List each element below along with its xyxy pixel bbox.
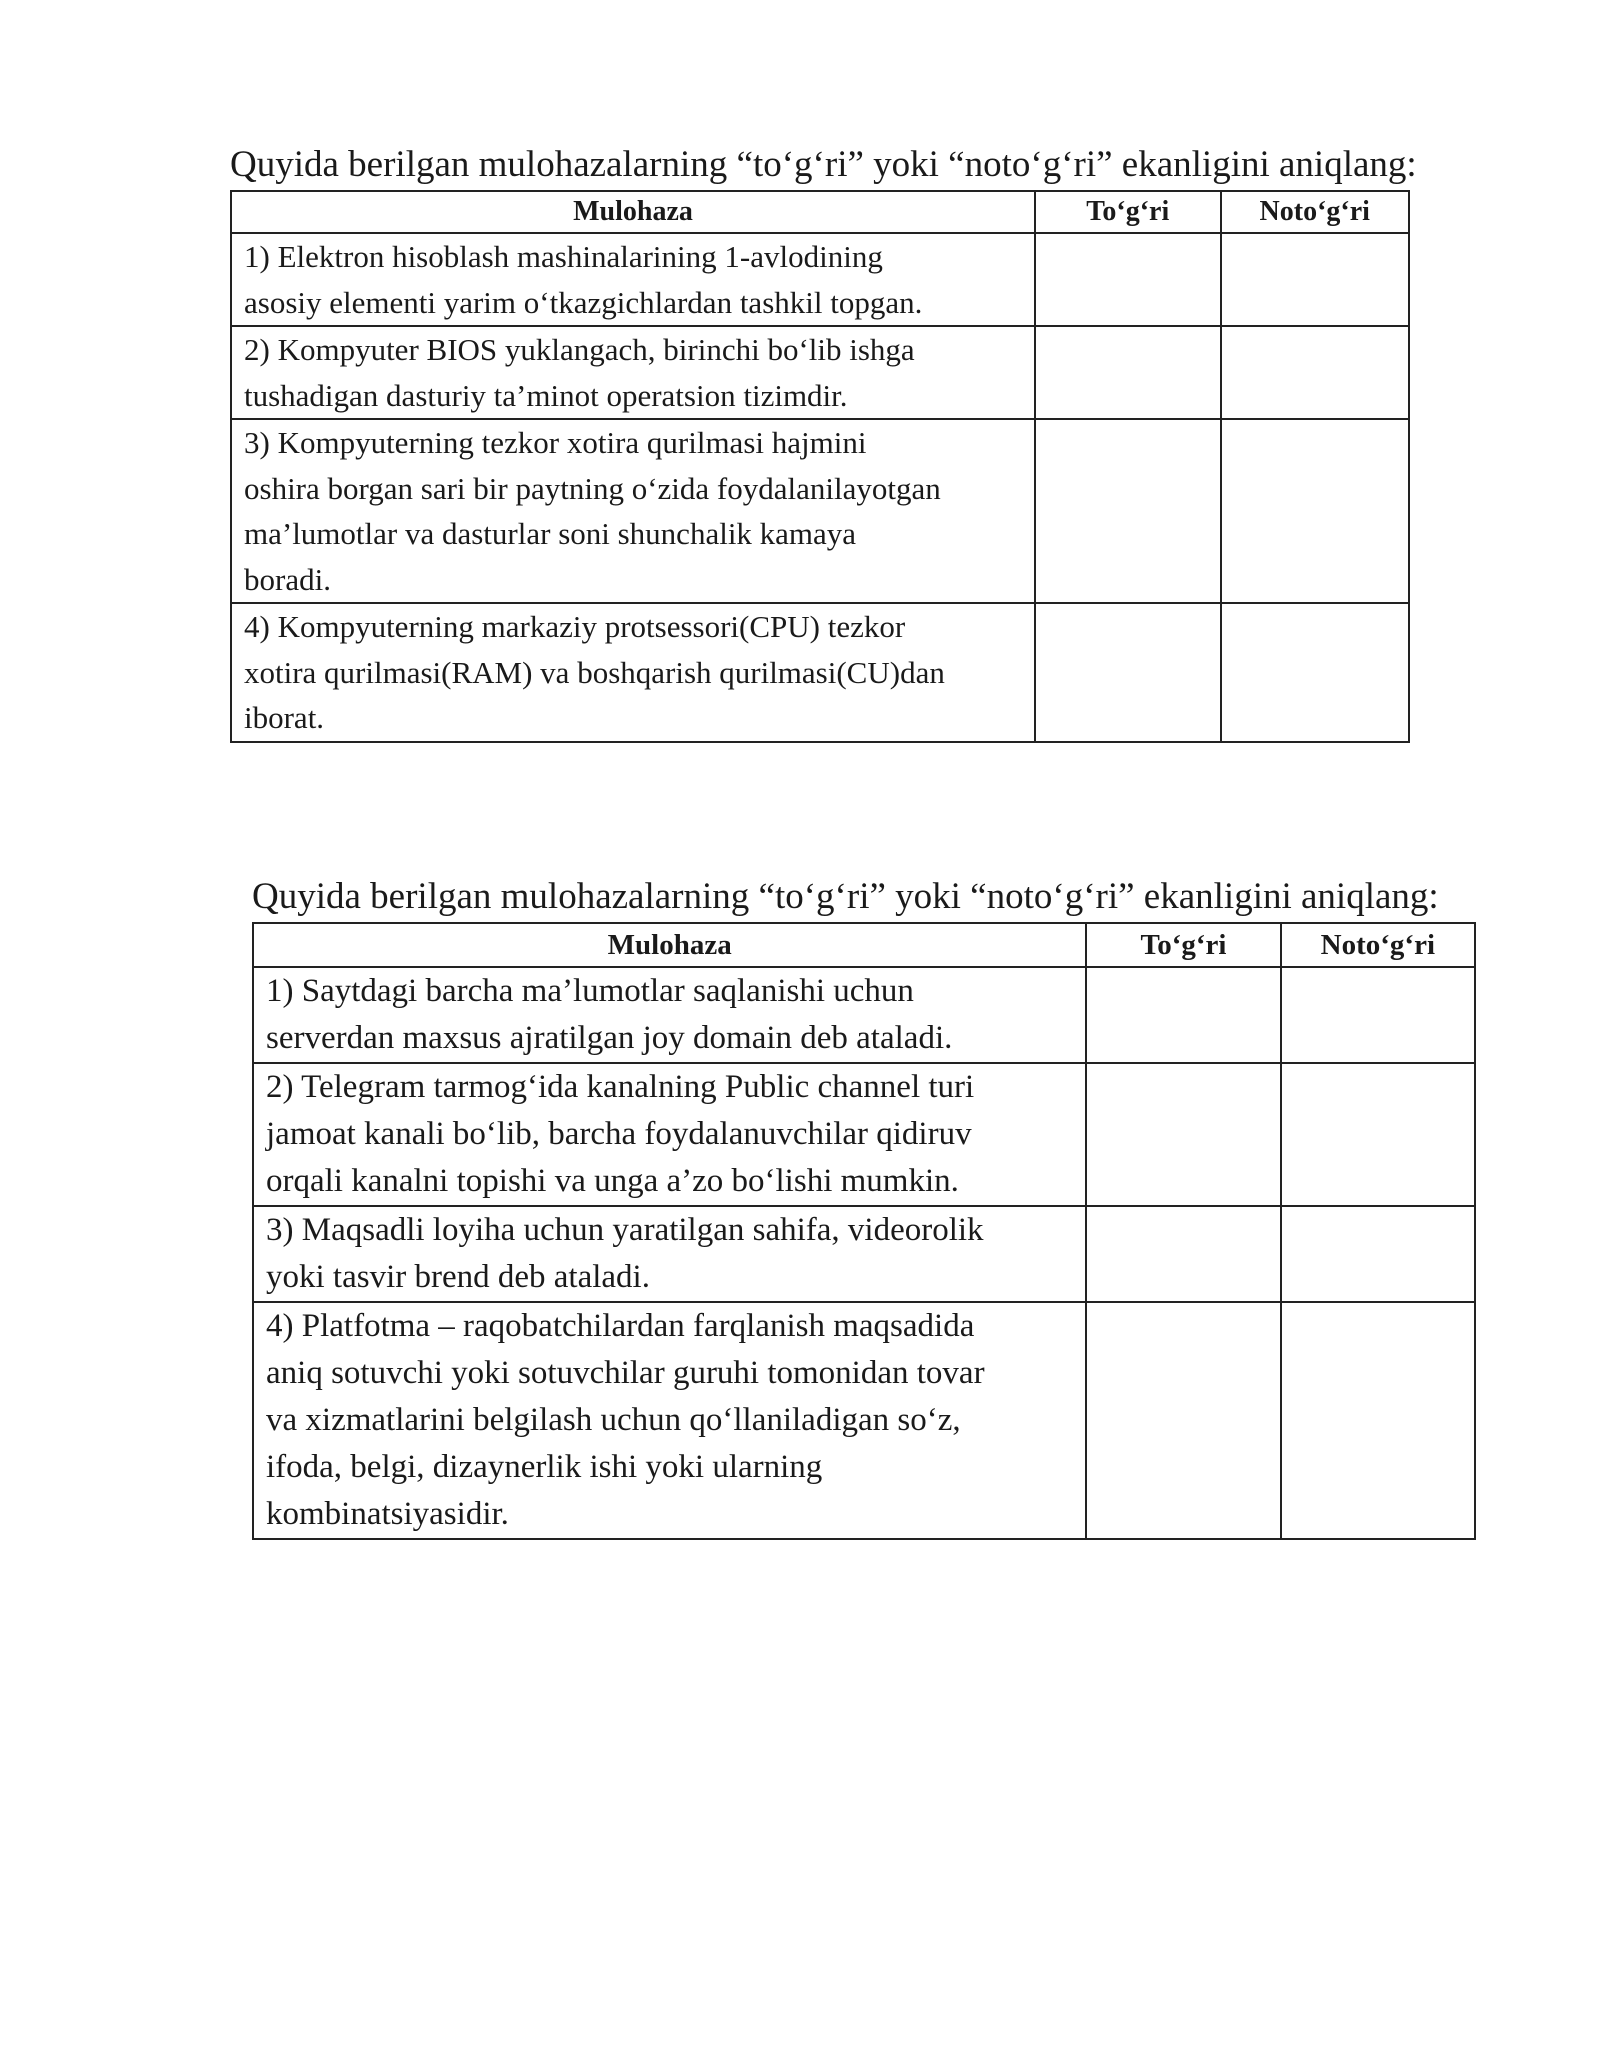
- table-row: [253, 967, 1475, 1063]
- statement-line: 2) Telegram tarmog‘ida kanalning Public channel turi: [266, 1069, 975, 1105]
- table-row: [231, 326, 1409, 419]
- statement-line: aniq sotuvchi yoki sotuvchilar guruhi tomonidan tovar: [266, 1355, 985, 1391]
- statement-line: asosiy elementi yarim o‘tkazgichlardan tashkil topgan.: [244, 284, 923, 320]
- statement-line: 3) Maqsadli loyiha uchun yaratilgan sahifa, videorolik: [266, 1212, 984, 1248]
- statement-cell: [253, 1302, 1086, 1539]
- statement-cell: [231, 603, 1035, 742]
- header-true: To‘g‘ri: [1035, 191, 1220, 233]
- statement-line: tushadigan dasturiy ta’minot operatsion tizimdir.: [244, 377, 848, 413]
- table-row: [253, 1063, 1475, 1206]
- table-row: [253, 1302, 1475, 1539]
- answer-cell-false[interactable]: [1281, 1206, 1475, 1302]
- statement-line: va xizmatlarini belgilash uchun qo‘llaniladigan so‘z,: [266, 1402, 961, 1438]
- statement-line: serverdan maxsus ajratilgan joy domain deb ataladi.: [266, 1020, 953, 1056]
- header-true: To‘g‘ri: [1086, 923, 1280, 967]
- instruction-text: Quyida berilgan mulohazalarning “to‘g‘ri” yoki “noto‘g‘ri” ekanligini aniqlang:: [252, 876, 1439, 917]
- statement-line: ma’lumotlar va dasturlar soni shunchalik kamaya: [244, 516, 857, 551]
- statement-line: oshira borgan sari bir paytning o‘zida foydalanilayotgan: [244, 470, 941, 506]
- answer-cell-false[interactable]: [1221, 419, 1409, 603]
- statement-line: 1) Saytdagi barcha ma’lumotlar saqlanishi uchun: [266, 973, 914, 1009]
- statement-line: yoki tasvir brend deb ataladi.: [266, 1259, 650, 1295]
- statement-cell: [231, 419, 1035, 603]
- table-row: [231, 419, 1409, 603]
- statement-cell: [231, 233, 1035, 326]
- statements-table: [230, 190, 1410, 743]
- statements-table: [252, 922, 1476, 1540]
- statement-cell: [253, 967, 1086, 1063]
- answer-cell-false[interactable]: [1281, 1302, 1475, 1539]
- answer-cell-true[interactable]: [1035, 419, 1220, 603]
- answer-cell-true[interactable]: [1086, 1063, 1280, 1206]
- statement-cell: [253, 1063, 1086, 1206]
- statement-cell: [231, 326, 1035, 419]
- table-row: [253, 1206, 1475, 1302]
- instruction-text: Quyida berilgan mulohazalarning “to‘g‘ri” yoki “noto‘g‘ri” ekanligini aniqlang:: [230, 144, 1417, 185]
- answer-cell-false[interactable]: [1281, 1063, 1475, 1206]
- statement-line: 1) Elektron hisoblash mashinalarining 1-avlodining: [244, 239, 883, 274]
- answer-cell-false[interactable]: [1281, 967, 1475, 1063]
- table-body: [231, 233, 1409, 742]
- table-row: [231, 233, 1409, 326]
- table-header-row: [231, 191, 1409, 233]
- statement-line: xotira qurilmasi(RAM) va boshqarish qurilmasi(CU)dan: [244, 654, 945, 690]
- answer-cell-true[interactable]: [1086, 967, 1280, 1063]
- statement-line: ifoda, belgi, dizaynerlik ishi yoki ularning: [266, 1449, 823, 1485]
- answer-cell-false[interactable]: [1221, 603, 1409, 742]
- statement-line: 2) Kompyuter BIOS yuklangach, birinchi bo‘lib ishga: [244, 332, 915, 367]
- header-false: Noto‘g‘ri: [1281, 923, 1475, 967]
- statement-line: kombinatsiyasidir.: [266, 1496, 509, 1532]
- header-statement: Mulohaza: [231, 191, 1035, 233]
- statement-line: orqali kanalni topishi va unga a’zo bo‘lishi mumkin.: [266, 1163, 959, 1199]
- answer-cell-true[interactable]: [1035, 326, 1220, 419]
- statement-line: 4) Kompyuterning markaziy protsessori(CPU) tezkor: [244, 609, 906, 644]
- header-statement: Mulohaza: [253, 923, 1086, 967]
- statement-line: 4) Platfotma – raqobatchilardan farqlanish maqsadida: [266, 1308, 975, 1344]
- answer-cell-true[interactable]: [1086, 1206, 1280, 1302]
- statement-line: boradi.: [244, 561, 331, 597]
- answer-cell-false[interactable]: [1221, 326, 1409, 419]
- answer-cell-true[interactable]: [1035, 233, 1220, 326]
- statement-cell: [253, 1206, 1086, 1302]
- statement-line: 3) Kompyuterning tezkor xotira qurilmasi hajmini: [244, 425, 867, 460]
- table-body: [253, 967, 1475, 1539]
- statement-line: iborat.: [244, 700, 325, 735]
- exercise-2: [252, 874, 1476, 1540]
- exercise-1: [230, 142, 1417, 743]
- header-false: Noto‘g‘ri: [1221, 191, 1409, 233]
- statement-line: jamoat kanali bo‘lib, barcha foydalanuvchilar qidiruv: [266, 1116, 972, 1152]
- answer-cell-false[interactable]: [1221, 233, 1409, 326]
- answer-cell-true[interactable]: [1035, 603, 1220, 742]
- table-row: [231, 603, 1409, 742]
- answer-cell-true[interactable]: [1086, 1302, 1280, 1539]
- table-header-row: [253, 923, 1475, 967]
